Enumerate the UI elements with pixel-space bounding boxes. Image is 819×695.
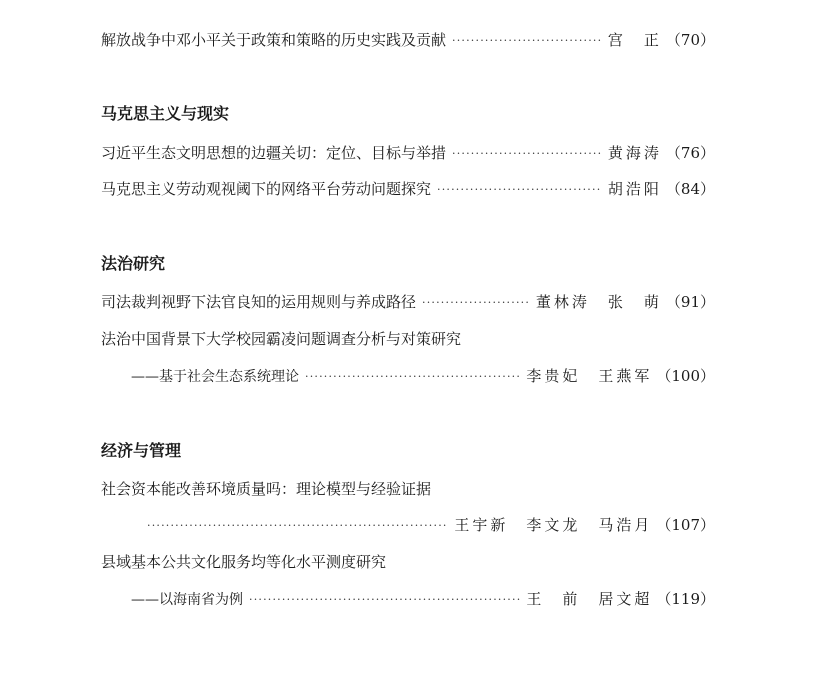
toc-entry[interactable] (101, 143, 715, 165)
entry-title: 马克思主义劳动观视阈下的网络平台劳动问题探究 (101, 180, 432, 198)
entry-page-number: （100） (656, 367, 715, 385)
entry-page-number: （76） (665, 144, 715, 162)
entry-title: 司法裁判视野下法官良知的运用规则与养成路径 (101, 293, 417, 311)
entry-authors: 胡浩阳 (607, 180, 662, 198)
entry-authors: 宫 正 (607, 31, 662, 49)
entry-page-number: （84） (665, 180, 715, 198)
entry-title: 解放战争中邓小平关于政策和策略的历史实践及贡献 (101, 31, 447, 49)
entry-authors: 王 前 居文超 (526, 590, 653, 608)
toc-entry-subline[interactable] (131, 366, 715, 388)
toc-entry[interactable] (101, 30, 715, 52)
entry-page-number: （119） (656, 590, 715, 608)
entry-page-number: （91） (665, 293, 715, 311)
leader-dots (452, 144, 602, 164)
entry-title[interactable]: 县域基本公共文化服务均等化水平测度研究 (101, 553, 387, 571)
leader-dots (437, 180, 602, 200)
entry-subtitle: ——基于社会生态系统理论 (131, 369, 299, 385)
entry-subtitle: ——以海南省为例 (131, 592, 243, 608)
leader-dots (305, 367, 520, 387)
section-heading: 马克思主义与现实 (101, 104, 230, 123)
section-heading: 法治研究 (101, 254, 166, 273)
toc-entry[interactable] (101, 179, 715, 201)
toc-entry[interactable] (101, 292, 715, 314)
entry-page-number: （107） (656, 516, 715, 534)
entry-authors: 黄海涛 (607, 144, 662, 162)
entry-authors: 李贵妃 王燕军 (526, 367, 653, 385)
leader-dots (452, 31, 602, 51)
leader-dots (422, 293, 530, 313)
leader-dots (249, 590, 520, 610)
section-heading: 经济与管理 (101, 441, 182, 460)
entry-title[interactable]: 社会资本能改善环境质量吗：理论模型与经验证据 (101, 480, 432, 498)
toc-entry-subline[interactable] (131, 589, 715, 611)
entry-authors: 董林涛 张 萌 (535, 293, 662, 311)
entry-title[interactable]: 法治中国背景下大学校园霸凌问题调查分析与对策研究 (101, 330, 462, 348)
toc-entry-subline[interactable] (147, 515, 715, 537)
entry-title: 习近平生态文明思想的边疆关切：定位、目标与举措 (101, 144, 447, 162)
entry-authors: 王宇新 李文龙 马浩月 (454, 516, 653, 534)
leader-dots (147, 516, 448, 536)
entry-page-number: （70） (665, 31, 715, 49)
